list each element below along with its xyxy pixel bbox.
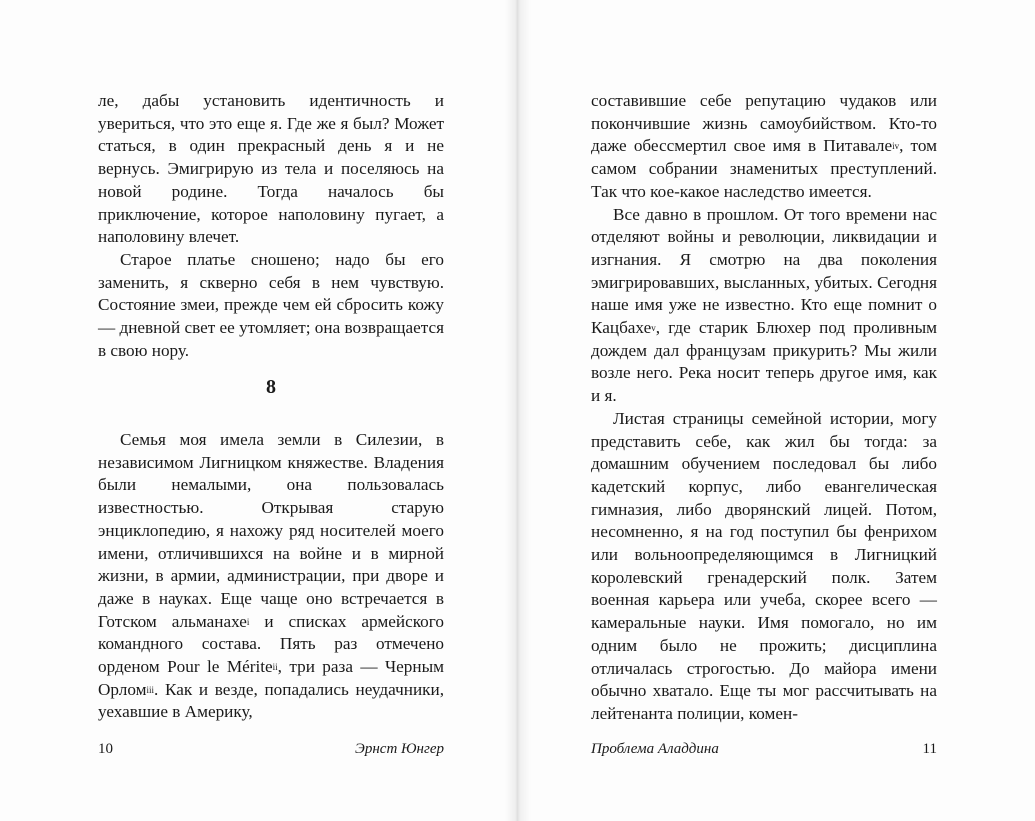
text-run: . Как и везде, попадались неудачники, уехавшие в Америку,: [98, 679, 444, 722]
footnote-marker[interactable]: iv: [892, 141, 900, 152]
paragraph: [591, 90, 937, 204]
paragraph: ле, дабы установить идентичность и увериться, что это еще я. Где же я был? Может статься, в один прекрасный день я и не вернусь. Эмигрирую из тела и поселяюсь на новой родине. Тогда началось бы приключение, которое наполовину пугает, а наполовину влечет.: [98, 91, 444, 247]
text-run: и списках армейского командного состава. Пять раз отмечено орденом Pour le Mérite: [98, 611, 444, 677]
footnote-marker[interactable]: ii: [272, 662, 278, 673]
text-run: , том самом собрании знаменитых преступлений. Так что кое-какое наследство имеется.: [591, 136, 937, 201]
page-number-left: 10: [98, 741, 113, 757]
footnote-marker[interactable]: i: [246, 616, 250, 627]
paragraph: [98, 429, 444, 724]
running-head-title: Проблема Аладдина: [591, 741, 719, 757]
text-run: составившие себе репутацию чудаков или покончившие жизнь самоубийством. Кто-то даже обессмертил свое имя в Питавале: [591, 91, 937, 156]
left-text-block-bottom: [98, 429, 444, 724]
paragraph: Листая страницы семейной истории, могу представить себе, как жил бы тогда: за домашним обучением последовал бы либо кадетский корпус, либо евангелическая гимназия, либо дворянский лицей. Потом, несомненно, я на год поступил бы фенрихом или вольноопределяющимся в Лигницкий королевский гренадерский полк. Затем военная карьера или учеба, скорее всего — камеральные науки. Имя помогало, но им одним было не прожить; дисциплина отличалась строгостью. До майора имени обычно хватало. Еще ты мог рассчитывать на лейтенанта полиции, комен-: [591, 408, 937, 723]
chapter-number: 8: [266, 376, 276, 398]
text-run: Все давно в прошлом. От того времени нас отделяют войны и революции, ликвидации и изгнания. Я смотрю на два поколения эмигрировавших, высланных, убитых. Сегодня наше имя уже не известно. Кто еще помнит о Кацбахе: [591, 204, 937, 338]
paragraph: Старое платье сношено; надо бы его заменить, я скверно себя в нем чувствую. Состояние змеи, прежде чем ей сбросить кожу — дневной свет ее утомляет; она возвращается в свою нору.: [98, 249, 444, 360]
text-run: , где старик Блюхер под проливным дождем дал французам прикурить? Мы жили возле него. Река носит теперь другое имя, как и я.: [591, 318, 937, 406]
left-page: [0, 0, 517, 821]
book-gutter: [505, 0, 531, 821]
text-run: , три раза — Черным Орлом: [98, 657, 444, 699]
footnote-marker[interactable]: iii: [146, 684, 155, 695]
page-number-right: 11: [922, 741, 937, 757]
running-head-author: Эрнст Юнгер: [355, 741, 444, 757]
right-text-block: [591, 90, 937, 726]
paragraph: [591, 204, 937, 408]
footnote-marker[interactable]: v: [651, 323, 656, 334]
left-text-block-top: [98, 90, 444, 362]
right-page: [517, 0, 1035, 821]
text-run: Семья моя имела земли в Силезии, в независимом Лигницком княжестве. Владения были немалыми, она пользовалась известностью. Открывая старую энциклопедию, я нахожу ряд носителей моего имени, отличившихся на войне и в мирной жизни, в армии, администрации, при дворе и даже в науках. Еще чаще оно встречается в Готском альманахе: [98, 430, 444, 631]
